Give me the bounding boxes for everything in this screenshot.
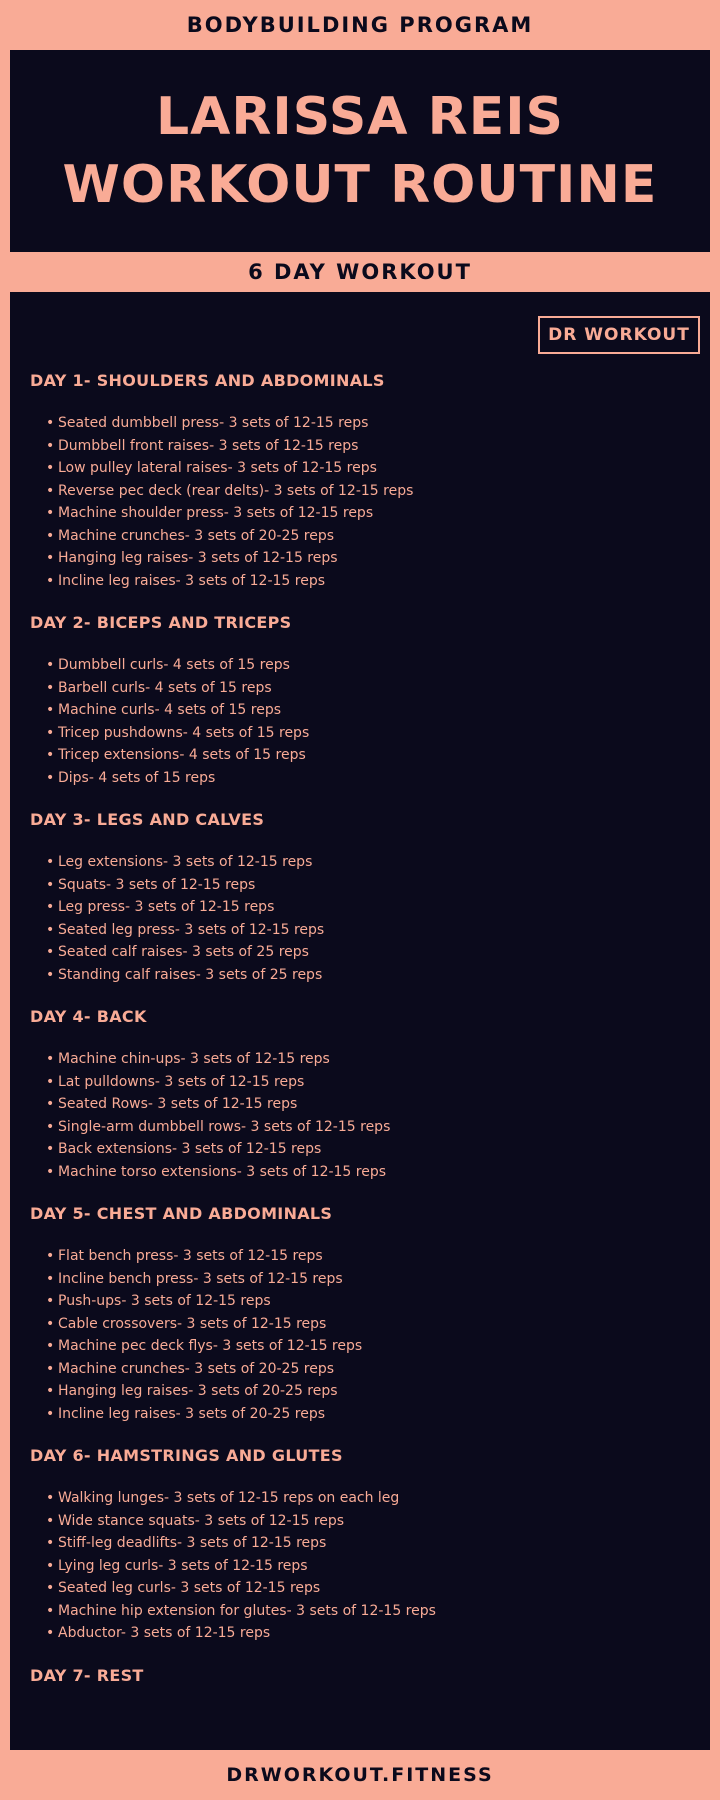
exercise-item: • Seated leg press- 3 sets of 12-15 reps bbox=[46, 919, 690, 942]
exercise-item: • Stiff-leg deadlifts- 3 sets of 12-15 reps bbox=[46, 1532, 690, 1555]
workout-content bbox=[10, 292, 710, 1750]
day-section-4 bbox=[30, 1006, 690, 1183]
rest-day-title: DAY 7- REST bbox=[30, 1665, 144, 1685]
exercise-item: • Standing calf raises- 3 sets of 25 reps bbox=[46, 964, 690, 987]
exercise-item: • Hanging leg raises- 3 sets of 20-25 reps bbox=[46, 1380, 690, 1403]
day-section-7 bbox=[30, 1665, 690, 1687]
exercise-item: • Cable crossovers- 3 sets of 12-15 reps bbox=[46, 1313, 690, 1336]
exercise-item: • Machine curls- 4 sets of 15 reps bbox=[46, 699, 690, 722]
exercise-item: • Wide stance squats- 3 sets of 12-15 reps bbox=[46, 1510, 690, 1533]
exercise-item: • Incline bench press- 3 sets of 12-15 reps bbox=[46, 1268, 690, 1291]
brand-badge: DR WORKOUT bbox=[538, 316, 700, 354]
day-section-3 bbox=[30, 809, 690, 986]
day-title: DAY 3- LEGS AND CALVES bbox=[30, 810, 265, 829]
footer-website: DRWORKOUT.FITNESS bbox=[226, 1764, 494, 1786]
exercise-item: • Reverse pec deck (rear delts)- 3 sets of 12-15 reps bbox=[46, 480, 690, 503]
workout-subtitle: 6 DAY WORKOUT bbox=[248, 260, 472, 284]
exercise-item: • Machine pec deck flys- 3 sets of 12-15 reps bbox=[46, 1335, 690, 1358]
title-block bbox=[10, 50, 710, 252]
exercise-item: • Machine hip extension for glutes- 3 sets of 12-15 reps bbox=[46, 1600, 690, 1623]
exercise-list bbox=[30, 1245, 690, 1425]
day-title: DAY 5- CHEST AND ABDOMINALS bbox=[30, 1204, 333, 1223]
exercise-item: • Incline leg raises- 3 sets of 20-25 reps bbox=[46, 1403, 690, 1426]
exercise-item: • Leg extensions- 3 sets of 12-15 reps bbox=[46, 851, 690, 874]
exercise-item: • Flat bench press- 3 sets of 12-15 reps bbox=[46, 1245, 690, 1268]
exercise-item: • Tricep pushdowns- 4 sets of 15 reps bbox=[46, 722, 690, 745]
exercise-item: • Dumbbell curls- 4 sets of 15 reps bbox=[46, 654, 690, 677]
exercise-item: • Seated Rows- 3 sets of 12-15 reps bbox=[46, 1093, 690, 1116]
exercise-item: • Seated leg curls- 3 sets of 12-15 reps bbox=[46, 1577, 690, 1600]
day-title: DAY 1- SHOULDERS AND ABDOMINALS bbox=[30, 371, 385, 390]
exercise-item: • Leg press- 3 sets of 12-15 reps bbox=[46, 896, 690, 919]
day-section-6 bbox=[30, 1445, 690, 1645]
exercise-list bbox=[30, 412, 690, 592]
exercise-item: • Machine crunches- 3 sets of 20-25 reps bbox=[46, 1358, 690, 1381]
exercise-item: • Seated dumbbell press- 3 sets of 12-15 reps bbox=[46, 412, 690, 435]
exercise-list bbox=[30, 1487, 690, 1645]
exercise-item: • Push-ups- 3 sets of 12-15 reps bbox=[46, 1290, 690, 1313]
day-list-container bbox=[30, 370, 690, 1707]
exercise-item: • Machine torso extensions- 3 sets of 12-15 reps bbox=[46, 1161, 690, 1184]
day-title: DAY 6- HAMSTRINGS AND GLUTES bbox=[30, 1446, 343, 1465]
exercise-list bbox=[30, 654, 690, 789]
exercise-item: • Squats- 3 sets of 12-15 reps bbox=[46, 874, 690, 897]
day-section-1 bbox=[30, 370, 690, 592]
exercise-item: • Walking lunges- 3 sets of 12-15 reps on each leg bbox=[46, 1487, 690, 1510]
exercise-list bbox=[30, 851, 690, 986]
page-title-line-1: LARISSA REIS bbox=[155, 87, 565, 147]
exercise-item: • Abductor- 3 sets of 12-15 reps bbox=[46, 1622, 690, 1645]
day-title: DAY 2- BICEPS AND TRICEPS bbox=[30, 613, 292, 632]
program-label: BODYBUILDING PROGRAM bbox=[186, 13, 534, 37]
exercise-item: • Low pulley lateral raises- 3 sets of 12-15 reps bbox=[46, 457, 690, 480]
exercise-item: • Lying leg curls- 3 sets of 12-15 reps bbox=[46, 1555, 690, 1578]
exercise-item: • Dips- 4 sets of 15 reps bbox=[46, 767, 690, 790]
exercise-list bbox=[30, 1048, 690, 1183]
exercise-item: • Single-arm dumbbell rows- 3 sets of 12-15 reps bbox=[46, 1116, 690, 1139]
exercise-item: • Barbell curls- 4 sets of 15 reps bbox=[46, 677, 690, 700]
exercise-item: • Dumbbell front raises- 3 sets of 12-15 reps bbox=[46, 435, 690, 458]
exercise-item: • Machine chin-ups- 3 sets of 12-15 reps bbox=[46, 1048, 690, 1071]
exercise-item: • Lat pulldowns- 3 sets of 12-15 reps bbox=[46, 1071, 690, 1094]
exercise-item: • Hanging leg raises- 3 sets of 12-15 reps bbox=[46, 547, 690, 570]
exercise-item: • Machine crunches- 3 sets of 20-25 reps bbox=[46, 525, 690, 548]
exercise-item: • Tricep extensions- 4 sets of 15 reps bbox=[46, 744, 690, 767]
exercise-item: • Incline leg raises- 3 sets of 12-15 reps bbox=[46, 570, 690, 593]
day-section-5 bbox=[30, 1203, 690, 1425]
day-section-2 bbox=[30, 612, 690, 789]
exercise-item: • Back extensions- 3 sets of 12-15 reps bbox=[46, 1138, 690, 1161]
page-title-line-2: WORKOUT ROUTINE bbox=[62, 155, 658, 215]
exercise-item: • Seated calf raises- 3 sets of 25 reps bbox=[46, 941, 690, 964]
exercise-item: • Machine shoulder press- 3 sets of 12-15 reps bbox=[46, 502, 690, 525]
day-title: DAY 4- BACK bbox=[30, 1007, 147, 1026]
